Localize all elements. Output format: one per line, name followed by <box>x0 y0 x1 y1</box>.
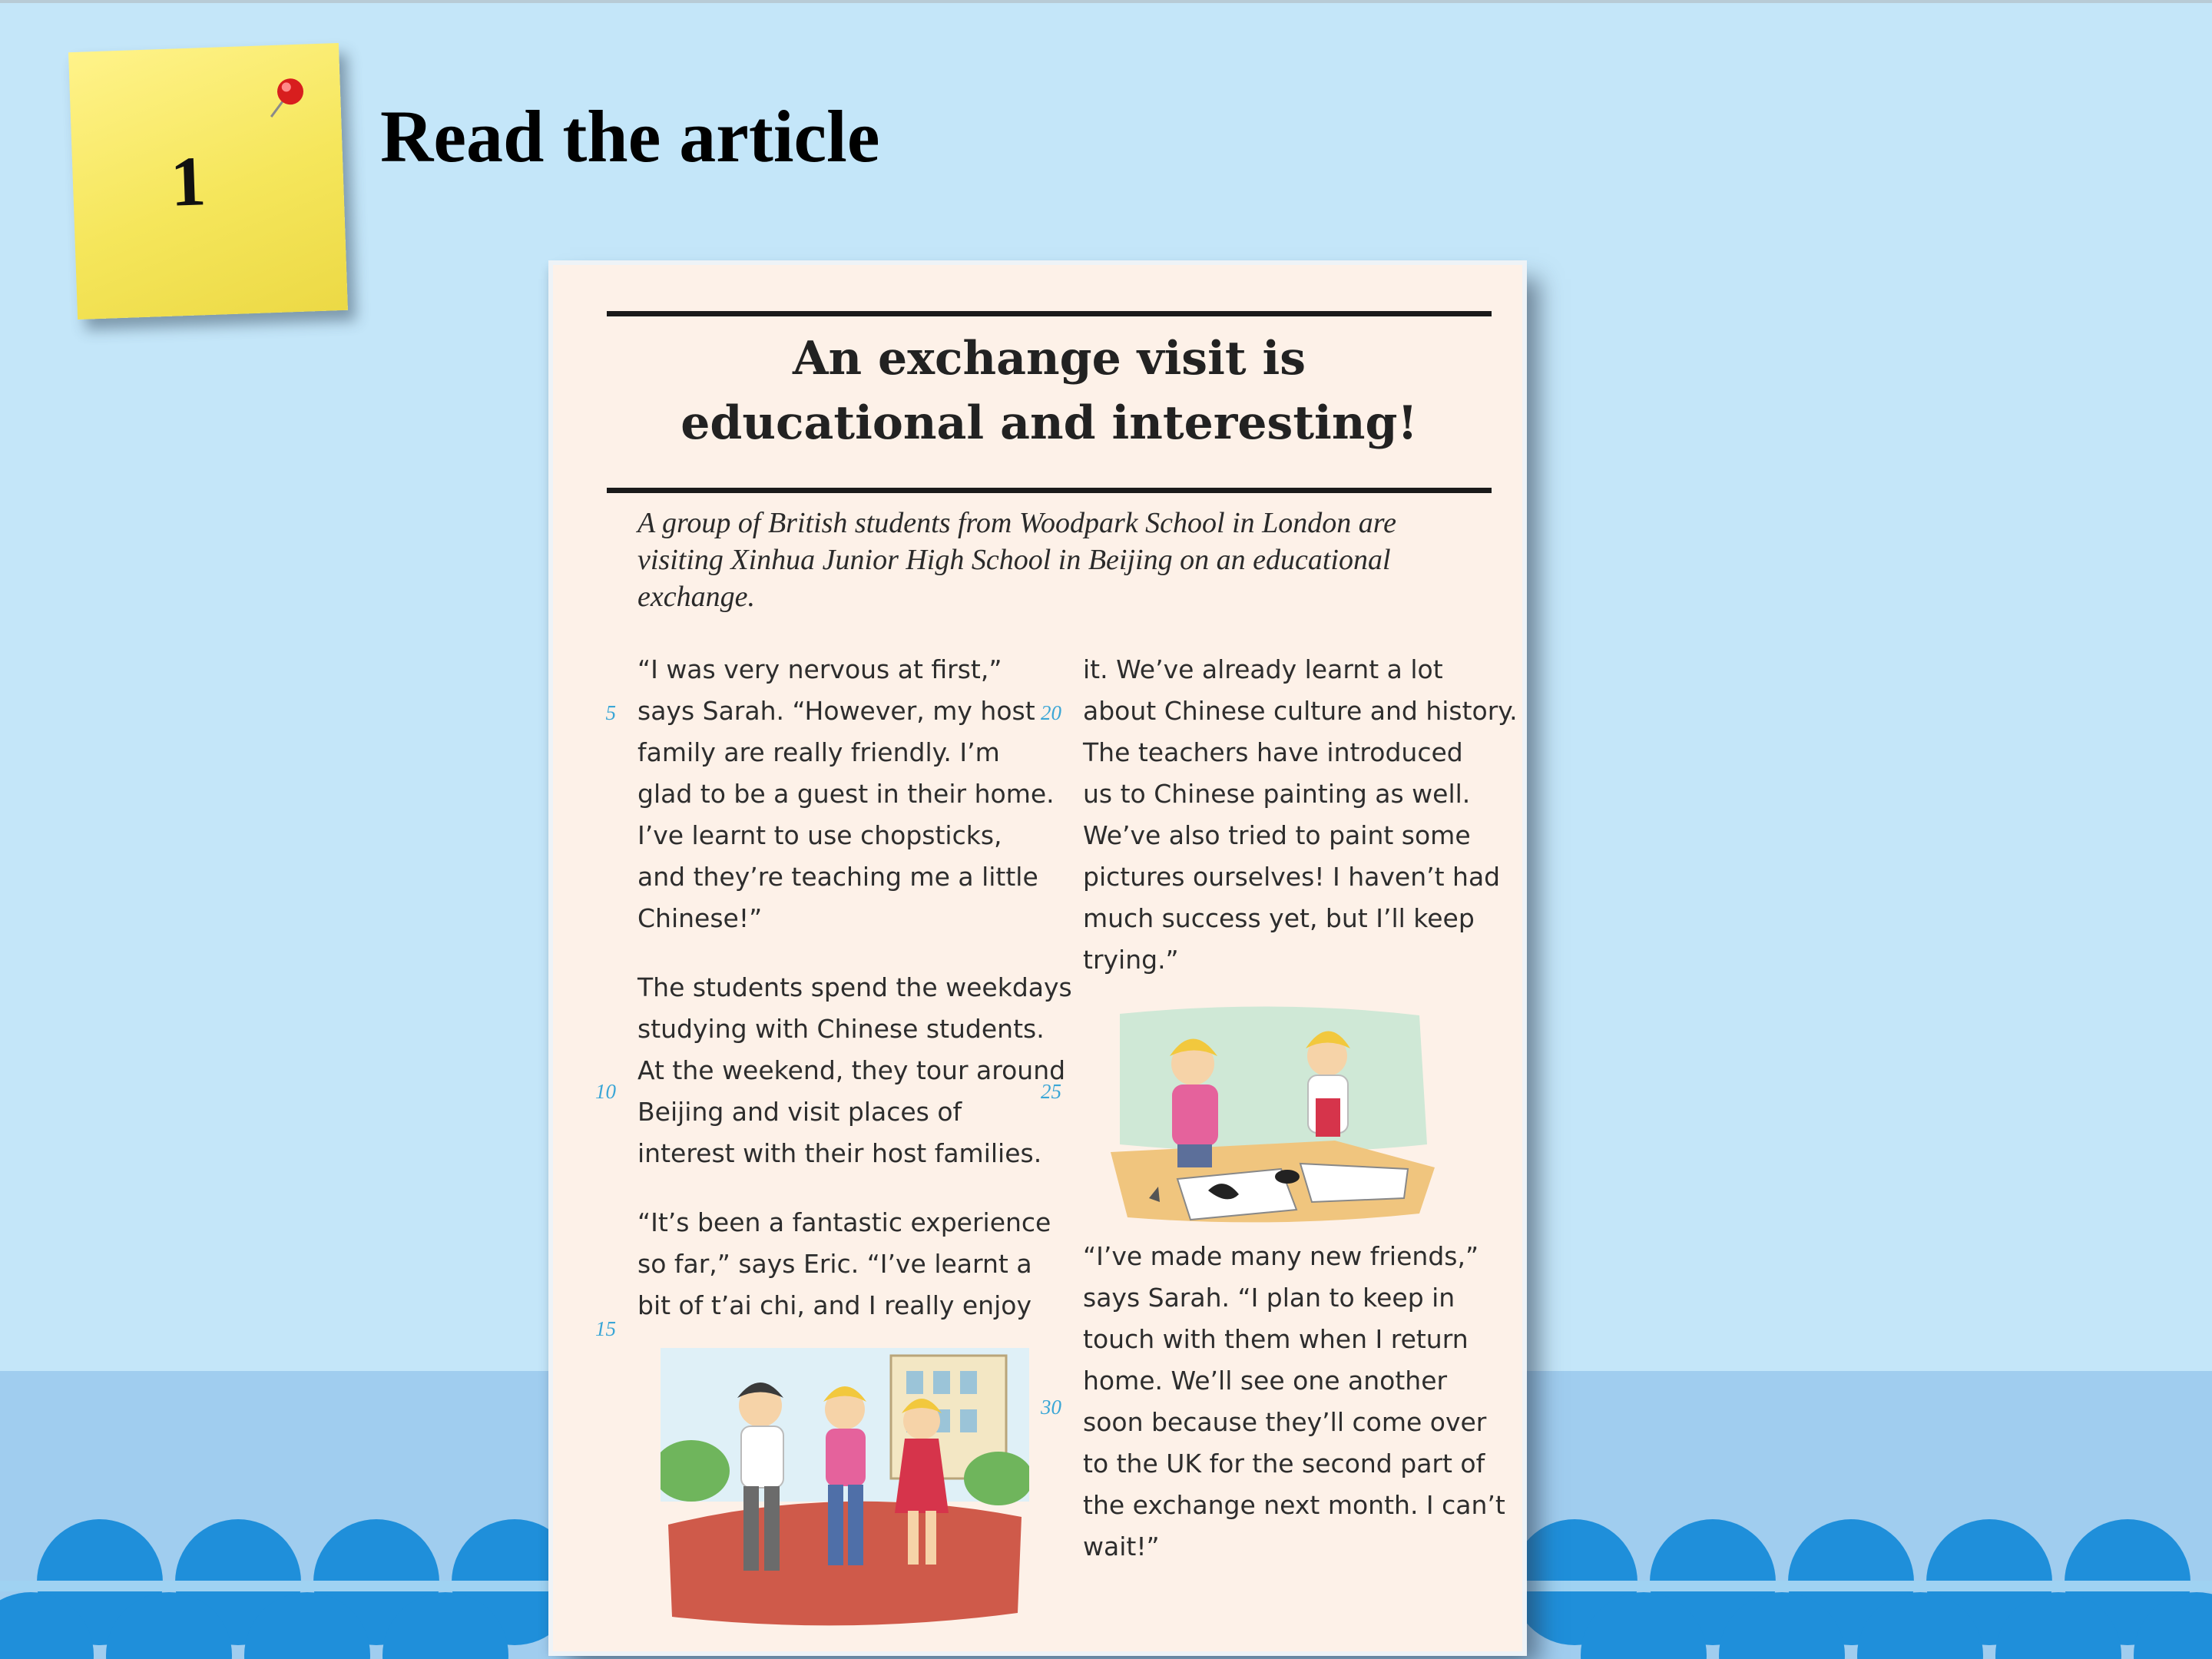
article-line: says Sarah. “However, my host <box>637 696 1035 726</box>
title-rule-top <box>607 311 1492 316</box>
article-line: We’ve also tried to paint some <box>1083 820 1471 850</box>
sticky-note <box>68 43 348 320</box>
article-line: Chinese!” <box>637 903 763 933</box>
line-number: 30 <box>1041 1396 1061 1419</box>
article-page <box>553 265 1522 1651</box>
article-line: wait!” <box>1083 1532 1160 1561</box>
article-line: says Sarah. “I plan to keep in <box>1083 1283 1455 1313</box>
article-line: trying.” <box>1083 945 1179 975</box>
article-line: the exchange next month. I can’t <box>1083 1490 1505 1520</box>
pushpin-icon <box>265 71 313 118</box>
article-title <box>607 326 1492 455</box>
article-line: “It’s been a fantastic experience <box>637 1207 1051 1237</box>
article-line: glad to be a guest in their home. <box>637 779 1055 809</box>
article-line: to the UK for the second part of <box>1083 1449 1485 1479</box>
article-line: “I’ve made many new friends,” <box>1083 1241 1479 1271</box>
article-line: “I was very nervous at first,” <box>637 654 1002 684</box>
article-line: studying with Chinese students. <box>637 1014 1045 1044</box>
article-line: so far,” says Eric. “I’ve learnt a <box>637 1249 1032 1279</box>
article-line: family are really friendly. I’m <box>637 737 1000 767</box>
article-line: about Chinese culture and history. <box>1083 696 1518 726</box>
line-number: 25 <box>1041 1080 1061 1103</box>
article-title-line: educational and interesting! <box>680 396 1418 450</box>
article-line: At the weekend, they tour around <box>637 1055 1066 1085</box>
line-number: 15 <box>595 1317 616 1340</box>
article-line: and they’re teaching me a little <box>637 862 1038 892</box>
article-line: pictures ourselves! I haven’t had <box>1083 862 1501 892</box>
article-line: Beijing and visit places of <box>637 1097 962 1127</box>
article-line: it. We’ve already learnt a lot <box>1083 654 1443 684</box>
article-line: much success yet, but I’ll keep <box>1083 903 1475 933</box>
article-line: The students spend the weekdays <box>637 972 1072 1002</box>
title-rule-bottom <box>607 488 1492 493</box>
article-line: touch with them when I return <box>1083 1324 1469 1354</box>
article-intro: A group of British students from Woodpark School in London are visiting Xinhua Junior High School in Beijing on an educational exchange. <box>637 507 1397 613</box>
step-number: 1 <box>169 141 207 221</box>
article-line: home. We’ll see one another <box>1083 1366 1448 1396</box>
line-number: 5 <box>605 701 616 724</box>
article-line: us to Chinese painting as well. <box>1083 779 1471 809</box>
tai-chi-illustration <box>661 1348 1029 1632</box>
article-line: interest with their host families. <box>637 1138 1042 1168</box>
line-number: 10 <box>595 1080 616 1103</box>
article-line: bit of t’ai chi, and I really enjoy <box>637 1290 1031 1320</box>
article-line: The teachers have introduced <box>1083 737 1463 767</box>
article-line: I’ve learnt to use chopsticks, <box>637 820 1002 850</box>
page-heading: Read the article <box>380 95 880 177</box>
line-number: 20 <box>1041 701 1061 724</box>
article-line: soon because they’ll come over <box>1083 1407 1487 1437</box>
top-border <box>0 0 2212 3</box>
article-title-line: An exchange visit is <box>792 332 1306 386</box>
painting-illustration <box>1104 998 1442 1229</box>
